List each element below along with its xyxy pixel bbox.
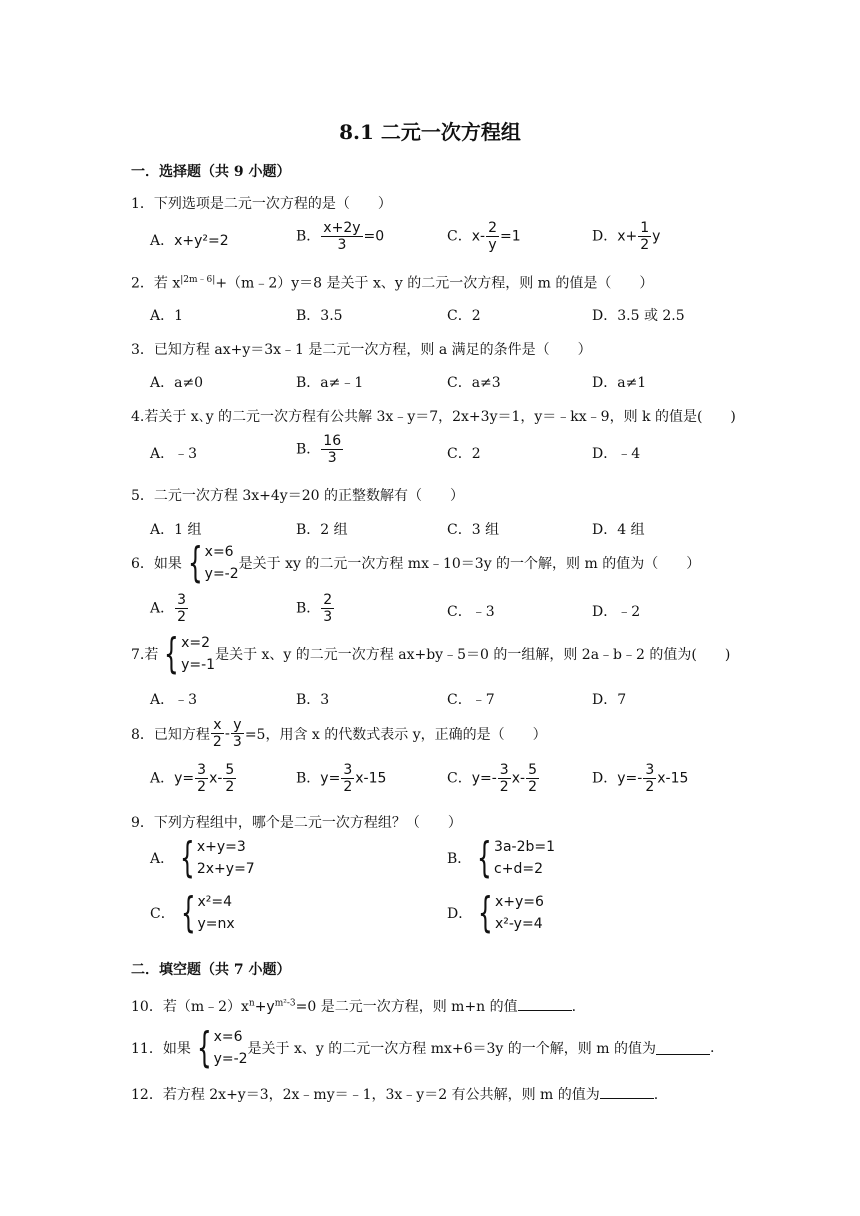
q10-answer-blank [518,998,572,1011]
q4-option-d: D．﹣4 [592,446,641,462]
question-6-stem: 6．如果 { x=6 y=-2 是关于 xy 的二元一次方程 mx﹣10＝3y 的一个解，则 m 的值为（ ） [131,538,701,587]
q4-option-a: A．﹣3 [150,446,198,462]
q2-option-b: B．3.5 [296,308,343,324]
page-title: 8.1 二元一次方程组 [339,120,521,144]
question-11-stem: 11．如果 { x=6 y=-2 是关于 x、y 的二元一次方程 mx+6＝3y 的一个解，则 m 的值为 . [131,1023,715,1072]
q11-equation-system: { x=6 y=-2 [196,1023,248,1072]
q8-option-d: D．y=- $\frac{3}{2}$ x-15 [592,762,689,795]
question-1-stem: 1．下列选项是二元一次方程的是（ ） [131,196,392,212]
q8-option-b: B．y= $\frac{3}{2}$ x-15 [296,762,387,795]
q9-option-b: B． { 3a-2b=1 c+d=2 [447,833,556,882]
q9-option-c: C． { x²=4 y=nx [150,888,235,937]
q8-option-a: A．y= $\frac{3}{2}$ x- $\frac{5}{2}$ [150,762,235,795]
question-5-stem: 5．二元一次方程 3x+4y＝20 的正整数解有（ ） [131,488,464,504]
q8-option-c: C．y=- $\frac{3}{2}$ x- $\frac{5}{2}$ [447,762,537,795]
q2-option-a: A．1 [150,308,184,324]
q3-option-c: C．a≠3 [447,375,501,391]
question-2-stem: 2．若 $x^{|2m﹣6|}+(m﹣2)y=8$ 是关于 x、y 的二元一次方程，则 m 的值是（ ） [131,275,654,292]
q6-option-c: C．﹣3 [447,604,495,620]
q9-option-a: A． { x+y=3 2x+y=7 [150,833,255,882]
q6-option-a: A． $\frac{3}{2}$ [150,592,187,625]
q7-equation-system: { x=2 y=-1 [164,629,216,678]
q6-equation-system: { x=6 y=-2 [187,538,239,587]
q7-option-a: A．﹣3 [150,692,198,708]
q2-option-d: D．3.5 或 2.5 [592,308,685,324]
q7-option-b: B．3 [296,692,330,708]
question-10-stem: 10．若$(m﹣2)x^n+y^{m^2-3}=0$ 是二元一次方程，则 m+n 的值 . [131,998,577,1015]
q4-option-c: C．2 [447,446,481,462]
q5-option-a: A．1 组 [150,522,202,538]
question-9-stem: 9．下列方程组中，哪个是二元一次方程组？（ ） [131,815,462,831]
q1-option-a: A．x+y²=2 [150,233,229,249]
q3-option-a: A．a≠0 [150,375,204,391]
q7-option-c: C．﹣7 [447,692,495,708]
section-fill-heading: 二．填空题（共 7 小题） [131,962,291,978]
q1-option-b: B． $\frac{x+2y}{3}$ =0 [296,220,385,253]
q1-option-c: C．x- $\frac{2}{y}$ =1 [447,220,521,253]
q3-option-b: B．a≠﹣1 [296,375,364,391]
q6-option-b: B． $\frac{2}{3}$ [296,592,333,625]
question-3-stem: 3．已知方程 ax+y＝3x﹣1 是二元一次方程，则 a 满足的条件是（ ） [131,342,592,358]
question-7-stem: 7.若 { x=2 y=-1 是关于 x、y 的二元一次方程 ax+by﹣5＝0 的一组解，则 2a﹣b﹣2 的值为( ) [131,629,731,678]
question-8-stem: 8．已知方程 $\frac{x}{2}$ - $\frac{y}{3}$ =5，用含 x 的代数式表示 y，正确的是（ ） [131,717,547,750]
q3-option-d: D．a≠1 [592,375,647,391]
question-12-stem: 12．若方程 2x+y＝3，2x﹣my＝﹣1，3x﹣y＝2 有公共解，则 m 的值为 . [131,1087,659,1103]
question-4-stem: 4.若关于 x､y 的二元一次方程有公共解 3x﹣y＝7，2x+3y＝1，y＝﹣kx﹣9，则 k 的值是( ) [131,409,736,425]
q6-option-d: D．﹣2 [592,604,641,620]
q4-option-b: B． $\frac{16}{3}$ [296,433,342,466]
section-choice-heading: 一．选择题（共 9 小题） [131,164,291,180]
q5-option-b: B．2 组 [296,522,348,538]
q5-option-c: C．3 组 [447,522,500,538]
q9-option-d: D． { x+y=6 x²-y=4 [447,888,544,937]
q1-option-d: D．x+ $\frac{1}{2}$ y [592,220,661,253]
q2-option-c: C．2 [447,308,481,324]
q11-answer-blank [656,1042,710,1055]
q7-option-d: D．7 [592,692,627,708]
q12-answer-blank [600,1086,654,1099]
q5-option-d: D．4 组 [592,522,645,538]
